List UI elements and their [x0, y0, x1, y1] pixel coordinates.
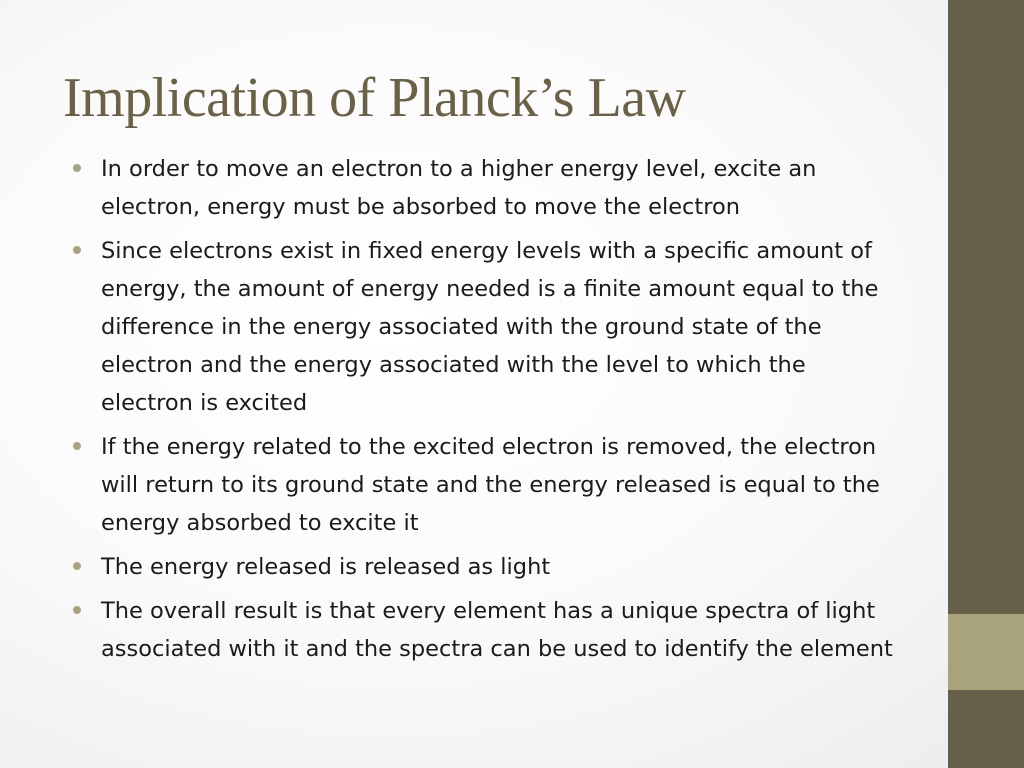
- decorative-sidebar-accent: [948, 614, 1024, 690]
- bullet-text: If the energy related to the excited electron is removed, the electron will return to its ground state and the energy released is equal to the energy absorbed to excite it: [101, 434, 880, 536]
- bullet-item: [73, 592, 893, 668]
- slide-title: Implication of Planck’s Law: [63, 67, 686, 129]
- bullet-text: The energy released is released as light: [101, 554, 551, 580]
- bullet-text: In order to move an electron to a higher energy level, excite an electron, energy must be absorbed to move the electron: [101, 156, 817, 220]
- bullet-text: The overall result is that every element has a unique spectra of light associated with it and the spectra can be used to identify the element: [101, 598, 893, 662]
- bullet-item: [73, 232, 893, 422]
- bullet-marker-icon: [73, 442, 81, 450]
- bullet-marker-icon: [73, 246, 81, 254]
- bullet-item: [73, 548, 893, 586]
- bullet-item: [73, 428, 893, 542]
- bullet-marker-icon: [73, 164, 81, 172]
- bullet-marker-icon: [73, 562, 81, 570]
- bullet-list: [73, 150, 893, 674]
- bullet-marker-icon: [73, 606, 81, 614]
- bullet-item: [73, 150, 893, 226]
- bullet-text: Since electrons exist in fixed energy levels with a specific amount of energy, the amount of energy needed is a finite amount equal to the difference in the energy associated with the ground state of the electron and the energy associated with the level to which the electron is excited: [101, 238, 879, 416]
